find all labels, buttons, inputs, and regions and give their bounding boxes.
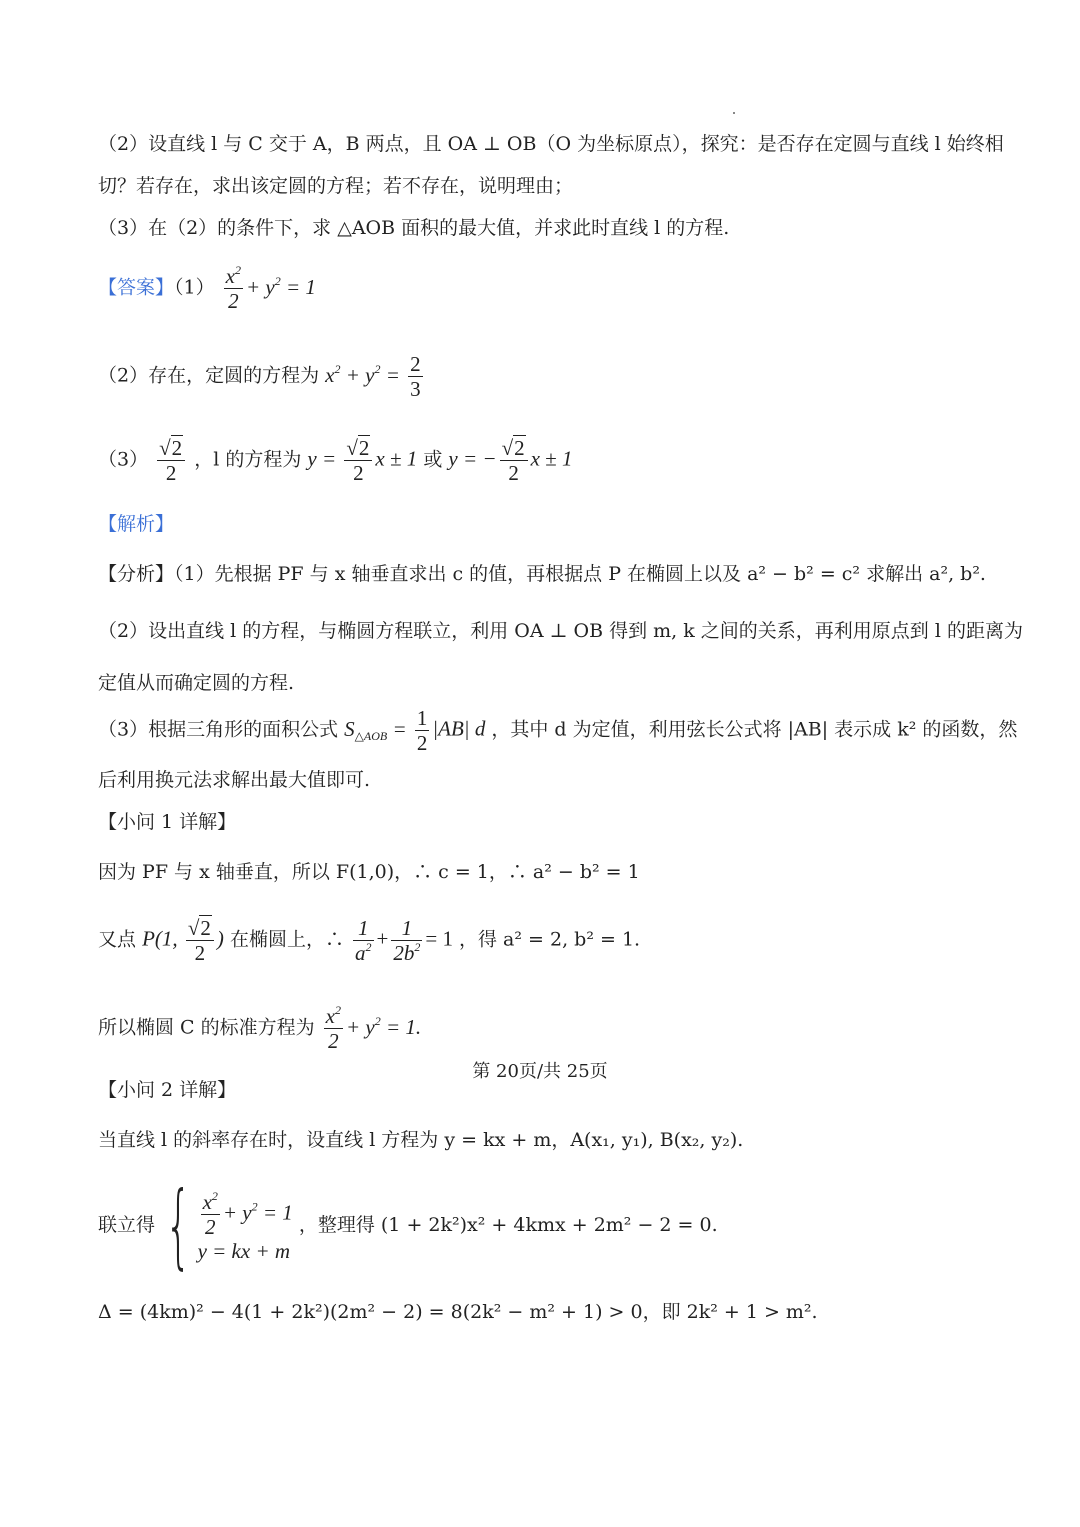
sub2-l2-prefix: 联立得 [98,1214,156,1236]
sub1-l2-mid: 在椭圆上，∴ [229,928,344,951]
fenxi-line-2a: （2）设出直线 l 的方程，与椭圆方程联立，利用 OA ⊥ OB 得到 m, k 之间的关系，再利用原点到 l 的距离为 [98,620,1023,642]
answer-2-equation: $x^2 + y^2$ = [325,361,406,387]
answer-3-area-fraction: $\frac{√2}{2}$ [157,436,185,485]
answer-3-or: 或 [423,448,443,471]
subquestion-1-tag: 【小问 1 详解】 [98,811,237,833]
question-2-line-1: （2）设直线 l 与 C 交于 A，B 两点，且 OA ⊥ OB（O 为坐标原点），探究：是否存在定圆与直线 l 始终相 [98,133,1004,155]
page-footer: 第 20页/共 25页 [472,1061,608,1082]
standard-equation-fraction: $\frac{x^2}{2}$ [325,1003,341,1053]
sub1-l2-prefix: 又点 [98,928,137,951]
equation-system: $\frac{x^2}{2}$ + $y^2 = 1$ y = kx + m [197,1188,293,1263]
fenxi-1-text: （1）先根据 PF 与 x 轴垂直求出 c 的值，再根据点 P 在椭圆上以及 a² − b² = c² 求解出 a², b². [174,563,986,585]
fenxi-3a-half: $\frac{1}{2}$ [416,706,428,755]
fenxi-tag: 【分析】 [98,563,175,585]
subquestion-2-line-2 [98,1172,718,1279]
answer-2-line [98,352,426,401]
ellipse-term-2: $\frac{1}{2b^2}$ [393,916,421,965]
fenxi-3a-suffix: ，其中 d 为定值，利用弦长公式将 |AB| 表示成 k² 的函数，然 [491,718,1018,741]
answer-3-slope-fraction-2: $\frac{√2}{2}$ [500,436,528,485]
question-3-line: （3）在（2）的条件下，求 △AOB 面积的最大值，并求此时直线 l 的方程. [98,217,730,239]
sub1-l2-suffix: ，得 a² = 2, b² = 1. [459,928,641,951]
subquestion-1-line-3: 所以椭圆 C 的标准方程为 $\frac{x^2}{2}$ + $y^2 = 1$. [98,1003,422,1053]
question-2-line-2: 切？若存在，求出该定圆的方程；若不存在，说明理由； [98,175,574,197]
answer-1-rest: + $y^2 = 1$ [245,273,316,299]
answer-3-prefix: （3） [98,448,149,471]
answer-3-line: （3） $\frac{√2}{2}$ ，l 的方程为 y = $\frac{√2}{2}$ x ± 1 或 y = − $\frac{√2}{2}$ x ± 1 [98,436,573,485]
fenxi-3a-prefix: （3）根据三角形的面积公式 [98,718,339,741]
answer-tag: 【答案】 [98,276,175,299]
sub1-l3-prefix: 所以椭圆 C 的标准方程为 [98,1016,315,1039]
fenxi-line-1 [98,562,986,586]
answer-1-fraction: $\frac{x^2}{2}$ [225,263,241,313]
subquestion-2-tag: 【小问 2 详解】 [98,1079,237,1101]
answer-1-line [98,264,316,313]
answer-2-prefix: （2）存在，定圆的方程为 [98,364,320,387]
sub2-l2-suffix: ，整理得 (1 + 2k²)x² + 4kmx + 2m² − 2 = 0. [298,1214,718,1236]
subquestion-1-line-2: 又点 P(1, $\frac{√2}{2}$ ) 在椭圆上，∴ $\frac{1}{a^2}$ + $\frac{1}{2b^2}$ = 1 ，得 a² = 2, b² = 1. [98,916,641,965]
ellipse-term-1: $\frac{1}{a^2}$ [355,916,372,965]
answer-1-prefix: （1） [174,276,215,299]
system-brace: { [165,1172,192,1279]
answer-2-fraction: $\frac{2}{3}$ [410,352,421,401]
subquestion-1-line-1: 因为 PF 与 x 轴垂直，所以 F(1,0)，∴ c = 1，∴ a² − b² = 1 [98,861,640,883]
point-p-fraction: $\frac{√2}{2}$ [186,916,214,965]
answer-3-mid: ，l 的方程为 [194,448,302,471]
fenxi-line-3a: （3）根据三角形的面积公式 $S_{\triangle AOB}$ = $\frac{1}{2}$ |AB| d ，其中 d 为定值，利用弦长公式将 |AB| 表示成 k² 的函数，然 [98,706,1018,755]
jiexi-tag: 【解析】 [98,513,175,535]
answer-3-slope-fraction-1: $\frac{√2}{2}$ [344,436,372,485]
fenxi-line-3b: 后利用换元法求解出最大值即可. [98,769,371,791]
subquestion-2-line-3: Δ = (4km)² − 4(1 + 2k²)(2m² − 2) = 8(2k² − m² + 1) > 0，即 2k² + 1 > m². [98,1301,818,1323]
subquestion-2-line-1: 当直线 l 的斜率存在时，设直线 l 方程为 y = kx + m，A(x₁, y₁), B(x₂, y₂). [98,1129,744,1151]
fenxi-line-2b: 定值从而确定圆的方程. [98,672,295,694]
scan-speck [733,112,735,114]
